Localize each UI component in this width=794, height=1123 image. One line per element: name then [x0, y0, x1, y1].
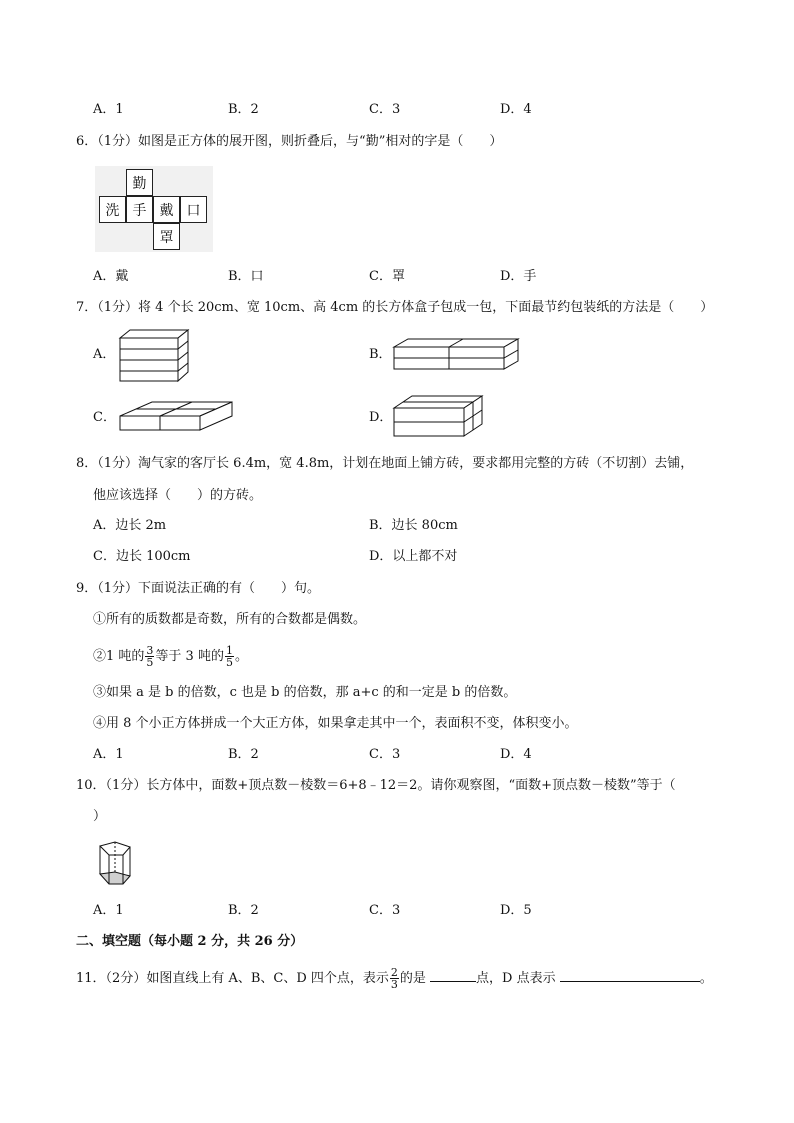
q6-option-c: C．罩 — [369, 269, 405, 284]
q9-statement-1: ①所有的质数都是奇数，所有的合数都是偶数。 — [93, 612, 367, 627]
q10-stem-line1: 10．（1分）长方体中，面数+顶点数－棱数＝6+8﹣12＝2。请你观察图，“面数+顶点数－棱数”等于（ — [76, 778, 676, 793]
q5-option-a: A．1 — [93, 102, 124, 117]
q5-option-b: B．2 — [228, 102, 259, 117]
stack-figure-d — [392, 392, 488, 440]
q9-s2-pre: ②1 吨的 — [93, 649, 145, 664]
net-cell-1: 洗 — [99, 196, 126, 223]
q10-option-d: D．5 — [500, 903, 532, 918]
q9-s2-end: 。 — [234, 649, 248, 664]
q9-stem: 9．（1分）下面说法正确的有（ ）句。 — [76, 581, 321, 596]
net-cell-bottom: 罩 — [153, 223, 180, 250]
q11-stem — [76, 966, 713, 992]
stack-figure-c — [118, 398, 238, 436]
q8-option-c: C．边长 100cm — [93, 549, 191, 564]
net-cell-2: 手 — [126, 196, 153, 223]
q6-option-d: D．手 — [500, 269, 537, 284]
q8-option-a: A．边长 2m — [93, 518, 167, 533]
q11-mid2: 点，D 点表示 — [476, 971, 556, 986]
q10-option-a: A．1 — [93, 903, 124, 918]
section-2-title: 二、填空题（每小题 2 分，共 26 分） — [76, 934, 304, 949]
q9-option-d: D．4 — [500, 747, 532, 762]
q5-option-c: C．3 — [369, 102, 401, 117]
q10-option-c: C．3 — [369, 903, 401, 918]
fraction-2-3: $\frac{2}{3}$ — [390, 966, 398, 991]
fraction-1-5: $\frac{1}{5}$ — [225, 644, 233, 669]
q9-statement-3: ③如果 a 是 b 的倍数，c 也是 b 的倍数，那 a+c 的和一定是 b 的倍数。 — [93, 685, 517, 700]
q11-blank-2[interactable] — [560, 968, 700, 982]
q11-mid: 的是 — [399, 971, 426, 986]
q9-s2-mid: 等于 3 吨的 — [155, 649, 224, 664]
q6-option-b: B．口 — [228, 269, 264, 284]
q6-option-a: A．戴 — [93, 269, 129, 284]
q7-stem: 7．（1分）将 4 个长 20cm、宽 10cm、高 4cm 的长方体盒子包成一包，下面最节约包装纸的方法是（ ） — [76, 300, 714, 315]
fraction-3-5: $\frac{3}{5}$ — [146, 644, 154, 669]
q11-blank-1[interactable] — [430, 968, 476, 982]
q9-option-c: C．3 — [369, 747, 401, 762]
q8-option-b: B．边长 80cm — [369, 518, 458, 533]
q9-option-a: A．1 — [93, 747, 124, 762]
q11-pre: 11．（2分）如图直线上有 A、B、C、D 四个点，表示 — [76, 971, 389, 986]
stack-figure-a — [118, 328, 198, 384]
q9-statement-4: ④用 8 个小正方体拼成一个大正方体，如果拿走其中一个，表面积不变，体积变小。 — [93, 716, 578, 731]
q8-stem-line1: 8．（1分）淘气家的客厅长 6.4m，宽 4.8m，计划在地面上铺方砖，要求都用完整的方砖（不切割）去铺， — [76, 456, 694, 471]
net-cell-top: 勤 — [126, 169, 153, 196]
q6-stem: 6．（1分）如图是正方体的展开图，则折叠后，与“勤”相对的字是（ ） — [76, 134, 503, 149]
q9-statement-2 — [93, 644, 248, 670]
q5-option-d: D．4 — [500, 102, 532, 117]
net-cell-3: 戴 — [153, 196, 180, 223]
q7-option-b: B． — [369, 347, 392, 362]
q7-option-d: D． — [369, 410, 393, 425]
q8-option-d: D．以上都不对 — [369, 549, 458, 564]
q10-option-b: B．2 — [228, 903, 259, 918]
q9-option-b: B．2 — [228, 747, 259, 762]
q11-end: 。 — [699, 971, 713, 986]
q10-stem-line2: ） — [93, 809, 107, 824]
stack-figure-b — [392, 337, 522, 373]
pentagonal-prism-figure — [93, 838, 135, 890]
q7-option-c: C． — [93, 410, 116, 425]
q8-stem-line2: 他应该选择（ ）的方砖。 — [93, 488, 263, 503]
net-cell-4: 口 — [180, 196, 207, 223]
q7-option-a: A． — [93, 347, 116, 362]
